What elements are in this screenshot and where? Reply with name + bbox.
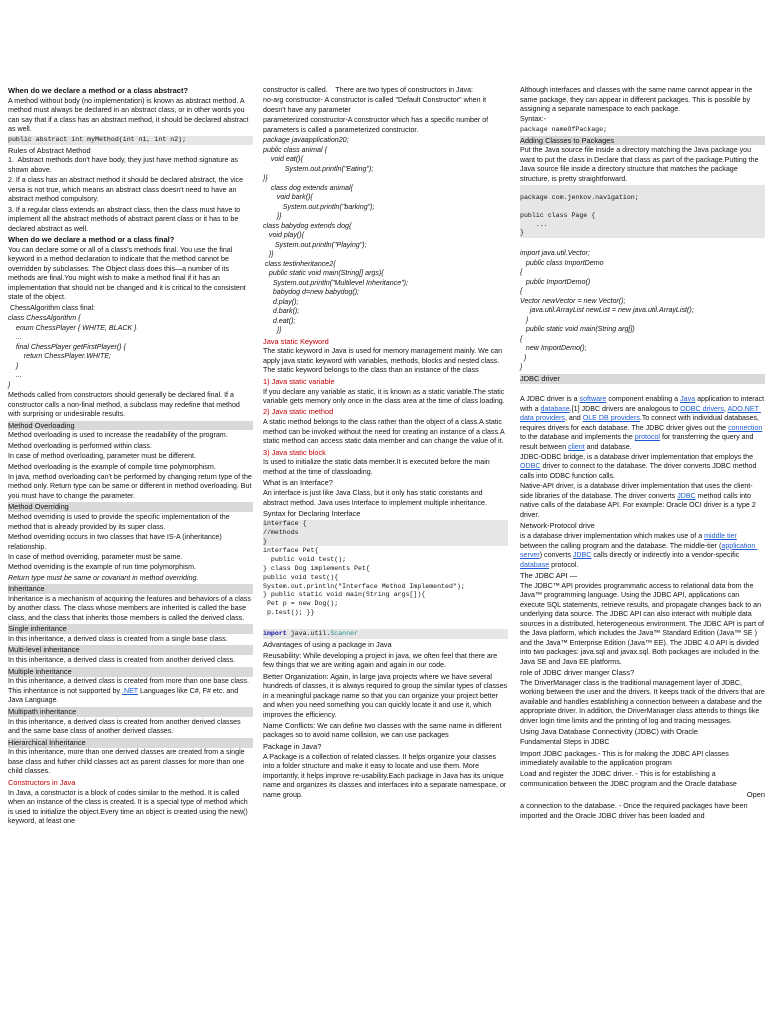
heading-method-overloading: Method Overloading — [8, 421, 253, 431]
import-keyword: import — [263, 630, 287, 638]
organization-label: Better Organization: — [263, 671, 329, 681]
static-variable-def: If you declare any variable as static, it is known as a static variable.The static variable gets memory only once in the class area at the time of class loading. — [263, 387, 507, 406]
application-server-link[interactable]: application server — [520, 541, 758, 560]
heading-abstract: When do we declare a method or a class abstract? — [8, 86, 189, 95]
adding-classes-def: Put the Java source file inside a directory matching the Java package you want to put the class in.Declare that class as part of the package.Putting the Java source file inside a directory structure that matches the package structure, is pretty straightforward. — [520, 146, 761, 183]
import-class: Scanner — [330, 630, 358, 638]
heading-package-advantages: Advantages of using a package in Java — [263, 639, 392, 649]
step-1-text: - This is for making the JDBC API classes immediately available to the application program — [520, 749, 731, 768]
spacer — [263, 619, 508, 629]
overriding-2: Method overriding occurs in two classes that have IS-A (inheritance) relationship. — [8, 533, 224, 551]
interface-definition: An interface is just like Java Class, but it only has static constants and abstract method. Java uses Interface to implement multiple inheritance. — [263, 489, 487, 507]
jdbc-text-5: , and — [564, 414, 583, 423]
import-package: java.util. — [286, 630, 331, 638]
multiple-def-start: In this inheritance, a derived class is created from more than one base class. This inheritance is not supported by — [8, 677, 251, 695]
native-api-driver — [520, 482, 765, 520]
heading-static-method: 2) Java static method — [263, 407, 334, 417]
odbc-drivers-link[interactable]: ODBC drivers — [680, 404, 724, 413]
overloading-2: Method overloading is performed within class. — [8, 441, 152, 450]
heading-hierarchical-inheritance: Hierarchical Inheritance — [8, 738, 253, 748]
chess-intro: ChessAlgorithm class final: — [8, 303, 96, 312]
jdbc-text-1: A JDBC driver is a — [520, 395, 580, 404]
organization-item — [263, 672, 508, 721]
abstract-definition: A method without body (no implementation) is known as abstract method. A method must always be declared in an abstract class, or in other words you can say that if a class has an abstract method, it should be declared abstract as well. — [8, 96, 251, 134]
step-3-open: Open — [746, 790, 765, 800]
overriding-3: In case of method overriding, parameter must be same. — [8, 552, 183, 561]
static-block-def: Is used to initialize the static data member.It is executed before the main method at the time of classloading. — [263, 458, 492, 476]
native-text-1: Native-API driver, is a database driver implementation that uses the client-side libraries of the database. The driver converts — [520, 482, 753, 500]
constructor-note: Methods called from constructors should generally be declared final. If a constructor calls a non-final method, a subclass may redefine that method with surprising or undesirable results. — [8, 391, 242, 419]
heading-jdbc-oracle: Using Java Database Connectivity (JDBC) with Oracle — [520, 727, 698, 737]
column-2 — [263, 86, 508, 1021]
step-3-label: a connection to the database. — [520, 801, 617, 811]
multiple-def-end: Languages like C#, F# etc. and Java Language. — [8, 686, 241, 705]
name-conflicts-text: We can define two classes with the same name in different packages so to avoid name collision, we can use packages — [263, 721, 504, 740]
net-text-2: between the calling program and the database. The middle-tier ( — [520, 532, 739, 550]
name-conflicts-label: Name Conflicts: — [263, 720, 316, 730]
multilevel-inheritance-def: In this inheritance, a derived class is created from another derived class. — [8, 656, 236, 665]
jdbc-text-2: component enabling a — [606, 395, 681, 404]
step-2 — [520, 769, 765, 789]
constructor-continued: constructor is called. There are two types of constructors in Java: — [263, 86, 474, 94]
jdbc-text-3: application to interact with a — [520, 395, 767, 413]
step-2-text: - This is for establishing a communication between the JDBC program and the Oracle database — [520, 770, 737, 788]
reusability-label: Reusability: — [263, 650, 302, 660]
heading-static-variable: 1) Java static variable — [263, 376, 335, 386]
static-method-def: A static method belongs to the class rather than the object of a class.A static method can be invoked without the need for creating an instance of a class.A static method can access static data member and can change the value of it. — [263, 418, 507, 446]
rule-1: 1. Abstract methods don't have body, they just have method signature as shown above. — [8, 156, 240, 174]
final-definition: You can declare some or all of a class's methods final. You use the final keyword in a method declaration to indicate that the method cannot be overridden by subclasses. The Object class does this—a number of its methods are final.You might wish to make a method final if it has an implementation that should not be changed and it is critical to the consistent state of the object. — [8, 245, 248, 302]
jdbc-text-6: .To connect with individual databases, requires drivers for each database. The JDBC driver gives out the — [520, 414, 761, 432]
heading-inheritance: Inheritance — [8, 584, 253, 594]
name-conflicts-item — [263, 721, 508, 741]
heading-network-protocol: Network-Protocol drive — [520, 521, 595, 531]
dotnet-link[interactable]: .NET — [121, 686, 138, 695]
oledb-link[interactable]: OLE DB providers — [582, 414, 640, 423]
odbc-bridge — [520, 453, 765, 482]
hierarchical-inheritance-def: In this inheritance, more than one derived classes are created from a single base class and futher child classes act as parent classes for more than one child classes. — [8, 748, 247, 776]
multipath-inheritance-def: In this inheritance, a derived class is created from another derived classes and the same base class of another derived classes. — [8, 717, 243, 736]
syntax-label: Syntax:- — [520, 115, 547, 124]
vector-code: import java.util.Vector; public class ImportDemo { public ImportDemo() { Vector newVector = new Vector(); java.util.ArrayList newList = new java.util.ArrayList(); } public static void main(String arg[]) { new ImportDemo(); } } — [520, 249, 694, 372]
step-2-label: Load and register the JDBC driver. — [520, 769, 634, 779]
jdbc-separator: , — [723, 404, 728, 413]
heading-multilevel-inheritance: Multi-level inheritance — [8, 645, 253, 655]
protocol-link[interactable]: protocol — [634, 433, 661, 442]
multiple-inheritance-def — [8, 677, 253, 706]
spacer — [520, 385, 765, 395]
step-3 — [520, 801, 765, 821]
net-text-1: is a database driver implementation which makes use of a — [520, 532, 705, 541]
odbc-text-2: driver to connect to the database. The driver converts JDBC method calls into ODBC function calls. — [520, 462, 759, 480]
jdbc-link-2[interactable]: JDBC — [572, 551, 592, 560]
organization-text: Again, in large java projects where we have several hundreds of classes, it is always required to group the similar types of classes in a meaningful package name so that you can organize your project better and when you need something you can quickly locate it and use it, which improves the efficiency. — [263, 672, 510, 719]
column-1 — [8, 86, 253, 1021]
heading-interface: What is an Interface? — [263, 478, 333, 488]
syntax-code: package nameOfPackage; — [520, 125, 608, 133]
namespace-definition: Although interfaces and classes with the same name cannot appear in the same package, they can appear in different packages. This is possible by assigning a separate namespace to each package. — [520, 86, 755, 113]
fundamental-steps-title: Fundamental Steps in JDBC — [520, 738, 610, 747]
inheritance-code: package javaapplication20; public class animal { void eat(){ System.out.println("Eating"); }} class dog extends animal{ void bark(){ System.out.println("barking"); }} class babydog extends dog{ void play(){ System.out.println("Playing"); }} class testinheritance2{ public static void main(String[] args){ System.out.println("Multilevel Inheritance"); babydog d=new babydog(); d.play(); d.bark(); d.eat(); }} — [263, 136, 409, 335]
connection-link[interactable]: connection — [728, 423, 763, 432]
single-inheritance-def: In this inheritance, a derived class is created from a single base class. — [8, 635, 228, 644]
heading-final: When do we declare a method or a class final? — [8, 235, 175, 245]
rules-title: Rules of Abstract Method — [8, 145, 91, 155]
adonet-link[interactable]: ADO.NET data providers — [520, 404, 761, 423]
interface-example-code: interface Pet{ public void test(); } class Dog implements Pet{ public void test(){ System.out.println("Interface Method Implemented"); } public static void main(String args[]){ Pet p = new Dog(); p.test(); }} — [263, 547, 465, 617]
database-link[interactable]: database — [540, 404, 570, 413]
interface-syntax-title: Syntax for Declaring Interface — [263, 509, 361, 519]
heading-static-keyword: Java static Keyword — [263, 336, 329, 346]
interface-syntax-code: interface { //methods } — [263, 520, 508, 546]
middle-tier-link[interactable]: middle tier — [704, 532, 737, 541]
column-3 — [520, 86, 765, 1021]
chess-code: class ChessAlgorithm { enum ChessPlayer { WHITE, BLACK } ... final ChessPlayer getFirstPlayer() { return ChessPlayer.WHITE; } ... } — [8, 314, 137, 389]
heading-single-inheritance: Single inheritance — [8, 624, 253, 634]
step-1-label: Import JDBC packages. — [520, 748, 599, 758]
overriding-5: Return type must be same or covariant in method overriding. — [8, 573, 199, 582]
static-definition: The static keyword in Java is used for memory management mainly. We can apply java static keyword with variables, methods, blocks and nested class. The static keyword belongs to the class than an instance of the class — [263, 347, 505, 375]
client-link[interactable]: client — [568, 442, 585, 451]
jdbc-link[interactable]: JDBC — [677, 491, 696, 500]
native-text-2: method calls into native calls of the database API. For example: Oracle OCI driver is a type 2 driver. — [520, 491, 758, 519]
heading-jdbc-driver: JDBC driver — [520, 374, 765, 384]
java-link[interactable]: Java — [680, 395, 696, 404]
net-text-5: protocol. — [549, 560, 579, 569]
overriding-4: Method overriding is the example of run time polymorphism. — [8, 563, 197, 572]
overloading-1: Method overloading is used to increase the readability of the program. — [8, 431, 228, 440]
step-3-text: - Once the required packages have been imported and the Oracle JDBC driver has been loaded and — [520, 802, 750, 820]
package-definition: A Package is a collection of related classes. It helps organize your classes into a folder structure and make it easy to locate and use them. More importantly, it helps improve re-usability.Each package in Java has its unique name and organizes its classes and interfaces into a separate namespace, or name group. — [263, 752, 509, 799]
net-text-3: ) converts — [539, 551, 573, 560]
heading-multipath-inheritance: Multipath inheritance — [8, 707, 253, 717]
constructors-definition: In Java, a constructor is a block of codes similar to the method. It is called when an instance of the class is created. It is a special type of method which is used to initialize the object.Every time an object is created using the new() keyword, at least one — [8, 788, 250, 826]
reusability-item — [263, 651, 508, 671]
driver-manager-def: The DriverManager class is the traditional management layer of JDBC, working between the user and the drivers. It keeps track of the drivers that are available and handles establishing a connection between a database and the appropriate driver. In addition, the DriverManager class attends to things like driver login time limits and the printing of log and tracing messages. — [520, 678, 767, 725]
heading-constructors: Constructors in Java — [8, 777, 76, 787]
parameterized-constructor: parameterized constructor-A constructor which has a specific number of parameters is called a parameterized constructor. — [263, 116, 491, 134]
abstract-code: public abstract int myMethod(int n1, int n2); — [8, 136, 253, 145]
jdbc-text-8: for transferring the query and result between — [520, 433, 756, 451]
rule-2: 2. If a class has an abstract method it should be declared abstract, the vice versa is not true, which means an abstract class doesn't need to have an abstract method compulsory. — [8, 176, 245, 204]
heading-driver-manager: role of JDBC driver manger Class? — [520, 668, 635, 678]
import-statement — [263, 629, 508, 639]
jdbc-text-9: and database. — [584, 442, 632, 451]
heading-static-block: 3) Java static block — [263, 447, 326, 457]
jdbc-text-4: .[1] JDBC drivers are analogous to — [569, 404, 681, 413]
heading-method-overriding: Method Overriding — [8, 502, 253, 512]
rule-3: 3. If a regular class extends an abstract class, then the class must have to implement all the abstract methods of abstract parent class or it has to be declared abstract as well. — [8, 205, 243, 233]
package-code: package com.jenkov.navigation; public class Page { ... } — [520, 185, 765, 238]
heading-multiple-inheritance: Multiple inheritance — [8, 667, 253, 677]
odbc-link[interactable]: ODBC — [520, 462, 541, 471]
heading-package: Package in Java? — [263, 741, 322, 751]
jdbc-api-def: The JDBC™ API provides programmatic access to relational data from the Java™ programming language. Using the JDBC API, applications can execute SQL statements, retrieve results, and propagate changes back to an underlying data source. The JDBC API can also interact with multiple data sources in a distributed, heterogeneous environment. The JDBC API is part of the Java platform, which includes the Java™ Standard Edition (Java™ SE ) and the Java™ Enterprise Edition (Java™ EE). The JDBC 4.0 API is divided into two packages: java.sql and javax.sql. Both packages are included in the Java SE and Java EE platforms. — [520, 581, 766, 666]
overloading-4: Method overloading is the example of compile time polymorphism. — [8, 462, 216, 471]
net-text-4: calls directly or indirectly into a vendor-specific — [591, 551, 742, 560]
reusability-text: While developing a project in java, we often feel that there are few things that we are writing again and again in our code. — [263, 651, 500, 670]
jdbc-definition — [520, 395, 765, 452]
odbc-text-1: JDBC-ODBC bridge, is a database driver implementation that employs the — [520, 452, 755, 461]
overloading-5: In java, method overloading can't be performed by changing return type of the method only. Return type can be same or different in method overloading. But you must have to change the parameter. — [8, 472, 254, 500]
software-link[interactable]: software — [579, 395, 607, 404]
network-protocol-def — [520, 532, 765, 570]
noarg-constructor: no-arg constructor- A constructor is called "Default Constructor" when it doesn't have any parameter — [263, 96, 489, 114]
jdbc-text-7: to the database and implements the — [520, 423, 765, 442]
overriding-1: Method overriding is used to provide the specific implementation of the method that is already provided by its super class. — [8, 513, 232, 531]
step-1 — [520, 749, 765, 769]
database-link-2[interactable]: database — [520, 560, 550, 569]
heading-adding-classes: Adding Classes to Packages — [520, 136, 765, 146]
spacer — [520, 239, 765, 249]
heading-jdbc-api: The JDBC API — — [520, 570, 578, 580]
inheritance-definition: Inheritance is a mechanism of acquiring the features and behaviors of a class by another class. The class whose members are inherited is called the base class, and the class that inherits those members is called the derived class. — [8, 594, 253, 622]
overloading-3: In case of method overloading, parameter must be different. — [8, 452, 196, 461]
